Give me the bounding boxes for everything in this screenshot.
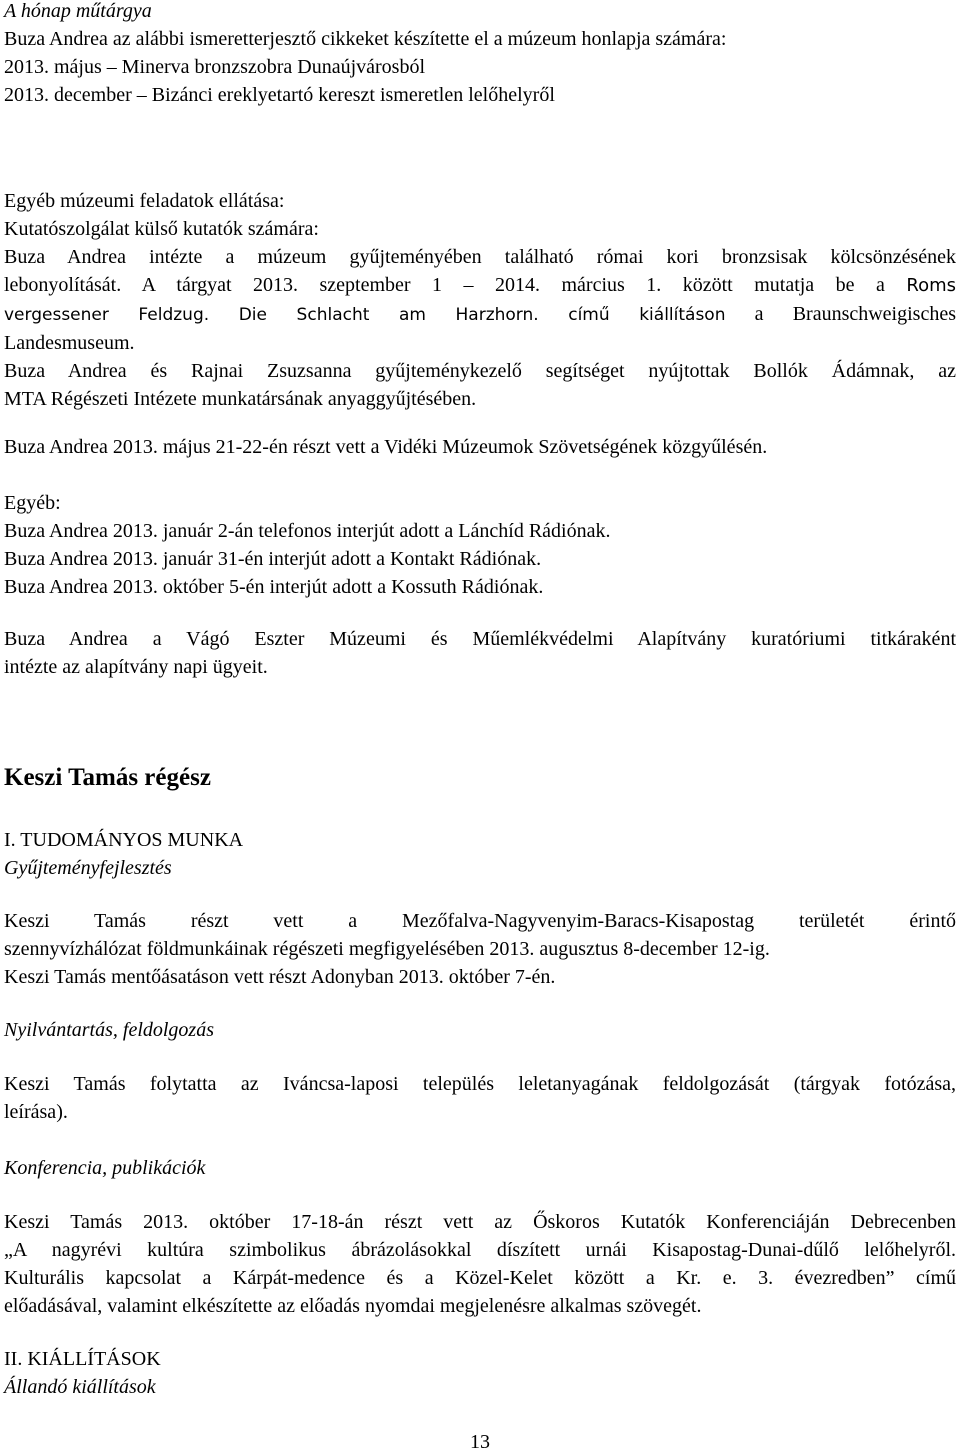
list-item: Buza Andrea 2013. január 31-én interjút adott a Kontakt Rádiónak.	[4, 548, 542, 570]
text-line: leírása).	[4, 1101, 68, 1123]
person-heading: Keszi Tamás régész	[4, 764, 211, 791]
text-line: Kulturális kapcsolat a Kárpát-medence és a Közel-Kelet között a Kr. e. 3. évezredben” című	[4, 1267, 956, 1289]
text-line: intézte az alapítvány napi ügyeit.	[4, 656, 268, 678]
section-heading: II. KIÁLLÍTÁSOK	[4, 1348, 161, 1370]
text-line: 2013. május – Minerva bronzszobra Dunaújvárosból	[4, 56, 426, 78]
text-line: Landesmuseum.	[4, 332, 135, 354]
text-line: Keszi Tamás 2013. október 17-18-án részt vett az Őskoros Kutatók Konferenciáján Debrecenben	[4, 1211, 956, 1233]
other-section	[4, 489, 956, 601]
section-heading: I. TUDOMÁNYOS MUNKA	[4, 829, 244, 851]
collection-paragraph	[4, 907, 956, 991]
text-line: Keszi Tamás részt vett a Mezőfalva-Nagyvenyim-Baracs-Kisapostag területét érintő	[4, 910, 956, 932]
conference-paragraph	[4, 1208, 956, 1320]
section-label: Egyéb:	[4, 492, 61, 514]
other-museum-tasks	[4, 187, 956, 413]
list-item: Buza Andrea 2013. január 2-án telefonos interjút adott a Lánchíd Rádiónak.	[4, 520, 611, 542]
text-line: Buza Andrea a Vágó Eszter Múzeumi és Műemlékvédelmi Alapítvány kuratóriumi titkáraként	[4, 628, 956, 650]
text-line: Buza Andrea és Rajnai Zsuzsanna gyűjteménykezelő segítséget nyújtottak Bollók Ádámnak, az	[4, 360, 956, 382]
records-heading-block	[4, 1016, 956, 1044]
subsection-heading: Állandó kiállítások	[4, 1376, 156, 1398]
text-line: Egyéb múzeumi feladatok ellátása:	[4, 190, 285, 212]
exhibition-title: Roms	[906, 275, 957, 296]
text-line: Buza Andrea az alábbi ismeretterjesztő cikkeket készítette el a múzeum honlapja számára:	[4, 28, 727, 50]
subsection-heading: Nyilvántartás, feldolgozás	[4, 1019, 214, 1041]
text-line: Keszi Tamás folytatta az Iváncsa-laposi település leletanyagának feldolgozását (tárgyak fotózása,	[4, 1073, 956, 1095]
text-line: vergessener Feldzug. Die Schlacht am Harzhorn. című kiállításon a Braunschweigisches	[4, 303, 956, 325]
text-line: Buza Andrea intézte a múzeum gyűjteményében található római kori bronzsisak kölcsönzésének	[4, 246, 956, 268]
foundation-paragraph	[4, 625, 956, 681]
monthly-artifact-section	[4, 0, 956, 109]
section-title: A hónap műtárgya	[4, 0, 152, 22]
scientific-work-section	[4, 826, 956, 882]
conference-heading-block	[4, 1154, 956, 1182]
exhibitions-section	[4, 1345, 956, 1401]
text-line: lebonyolítását. A tárgyat 2013. szeptember 1 – 2014. március 1. között mutatja be a Roms	[4, 274, 957, 296]
exhibition-title: vergessener Feldzug. Die Schlacht am Harzhorn. című kiállításon	[4, 305, 726, 325]
person-heading-block	[4, 764, 956, 792]
text-line: Buza Andrea 2013. május 21-22-én részt vett a Vidéki Múzeumok Szövetségének közgyűlésén.	[4, 436, 768, 458]
text-line: MTA Régészeti Intézete munkatársának anyaggyűjtésében.	[4, 388, 477, 410]
subsection-heading: Gyűjteményfejlesztés	[4, 857, 172, 879]
text-line: Kutatószolgálat külső kutatók számára:	[4, 218, 319, 240]
subsection-heading: Konferencia, publikációk	[4, 1157, 206, 1179]
text-line: előadásával, valamint elkészítette az előadás nyomdai megjelenésre alkalmas szövegét.	[4, 1295, 702, 1317]
text-line: Keszi Tamás mentőásatáson vett részt Adonyban 2013. október 7-én.	[4, 966, 556, 988]
list-item: Buza Andrea 2013. október 5-én interjút adott a Kossuth Rádiónak.	[4, 576, 544, 598]
text-line: „A nagyrévi kultúra szimbolikus ábrázolásokkal díszített urnái Kisapostag-Dunai-dűlő lelőhelyről.	[4, 1239, 956, 1261]
text-line: 2013. december – Bizánci ereklyetartó kereszt ismeretlen lelőhelyről	[4, 84, 555, 106]
page-number: 13	[470, 1431, 490, 1453]
records-paragraph	[4, 1070, 956, 1126]
text-line: szennyvízhálózat földmunkáinak régészeti megfigyelésében 2013. augusztus 8-december 12-ig.	[4, 938, 770, 960]
general-assembly-line	[4, 433, 956, 461]
